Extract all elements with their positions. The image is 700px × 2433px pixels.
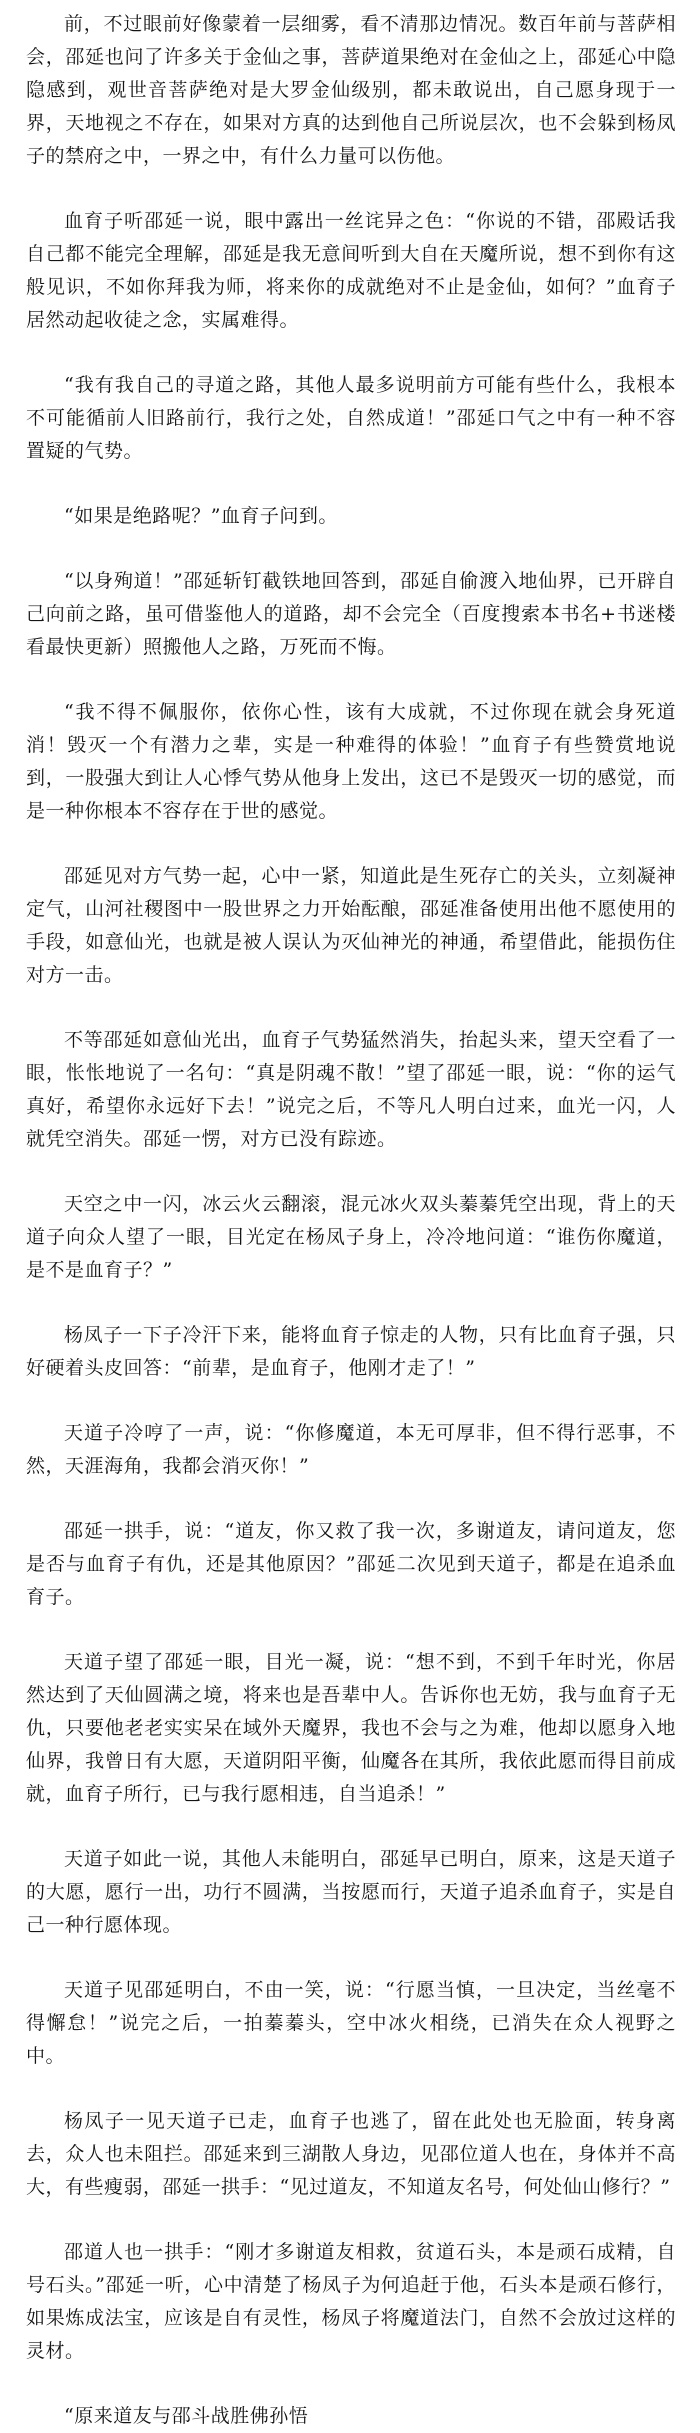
paragraph-10: 杨凤子一下子冷汗下来，能将血育子惊走的人物，只有比血育子强，只好硬着头皮回答：“前辈，是血育子，他刚才走了！” [26, 1324, 676, 1379]
paragraph-5: “以身殉道！”邵延斩钉截铁地回答到，邵延自偷渡入地仙界，已开辟自己向前之路，虽可借鉴他人的道路，却不会完全（百度搜索本书名+书迷楼 看最快更新）照搬他人之路，万死而不悔。 [26, 570, 676, 658]
paragraph-8: 不等邵延如意仙光出，血育子气势猛然消失，抬起头来，望天空看了一眼，怅怅地说了一名句：“真是阴魂不散！”望了邵延一眼，说：“你的运气真好，希望你永远好下去！”说完之后，不等凡人明白过来，血光一闪，人就凭空消失。邵延一愣，对方已没有踪迹。 [26, 1029, 676, 1150]
paragraph-13: 天道子望了邵延一眼，目光一凝，说：“想不到，不到千年时光，你居然达到了天仙圆满之境，将来也是吾辈中人。告诉你也无妨，我与血育子无仇，只要他老老实实呆在域外天魔界，我也不会与之为难，他却以愿身入地仙界，我曾日有大愿，天道阴阳平衡，仙魔各在其所，我依此愿而得目前成就，血育子所行，已与我行愿相违，自当追杀！” [26, 1651, 676, 1805]
paragraph-9: 天空之中一闪，冰云火云翻滚，混元冰火双头蓁蓁凭空出现，背上的天道子向众人望了一眼，目光定在杨凤子身上，冷冷地问道：“谁伤你魔道，是不是血育子？” [26, 1193, 676, 1281]
paragraph-7: 邵延见对方气势一起，心中一紧，知道此是生死存亡的关头，立刻凝神定气，山河社稷图中一股世界之力开始酝酿，邵延准备使用出他不愿使用的手段，如意仙光，也就是被人误认为灭仙神光的神通，希望借此，能损伤住对方一击。 [26, 865, 676, 986]
paragraph-2: 血育子听邵延一说，眼中露出一丝诧异之色：“你说的不错，邵殿话我自己都不能完全理解，邵延是我无意间听到大自在天魔所说，想不到你有这般见识，不如你拜我为师，将来你的成就绝对不止是金仙，如何？”血育子居然动起收徒之念，实属难得。 [26, 210, 676, 331]
paragraph-6: “我不得不佩服你，依你心性，该有大成就，不过你现在就会身死道消！毁灭一个有潜力之辈，实是一种难得的体验！”血育子有些赞赏地说到，一股强大到让人心悸气势从他身上发出，这已不是毁灭一切的感觉，而是一种你根本不容存在于世的感觉。 [26, 701, 676, 822]
paragraph-17: 邵道人也一拱手：“刚才多谢道友相救，贫道石头，本是顽石成精，自号石头。”邵延一听，心中清楚了杨凤子为何追赶于他，石头本是顽石修行，如果炼成法宝，应该是自有灵性，杨凤子将魔道法门，自然不会放过这样的灵材。 [26, 2241, 676, 2362]
paragraph-12: 邵延一拱手，说：“道友，你又救了我一次，多谢道友，请问道友，您是否与血育子有仇，还是其他原因？”邵延二次见到天道子，都是在追杀血育子。 [26, 1520, 676, 1608]
paragraph-14: 天道子如此一说，其他人未能明白，邵延早已明白，原来，这是天道子的大愿，愿行一出，功行不圆满，当按愿而行，天道子追杀血育子，实是自己一种行愿体现。 [26, 1848, 676, 1936]
paragraph-15: 天道子见邵延明白，不由一笑，说：“行愿当慎，一旦决定，当丝毫不得懈怠！”说完之后，一拍蓁蓁头，空中冰火相绕，已消失在众人视野之中。 [26, 1979, 676, 2067]
paragraph-18: “原来道友与邵斗战胜佛孙悟 [64, 2405, 309, 2427]
paragraph-4: “如果是绝路呢？”血育子问到。 [64, 505, 338, 527]
paragraph-1: 前，不过眼前好像蒙着一层细雾，看不清那边情况。数百年前与菩萨相会，邵延也问了许多关于金仙之事，菩萨道果绝对在金仙之上，邵延心中隐隐感到，观世音菩萨绝对是大罗金仙级别，都未敢说出，自己愿身现于一界，天地视之不存在，如果对方真的达到他自己所说层次，也不会躲到杨凤子的禁府之中，一界之中，有什么力量可以伤他。 [26, 13, 676, 167]
paragraph-11: 天道子冷哼了一声，说：“你修魔道，本无可厚非，但不得行恶事，不然，天涯海角，我都会消灭你！” [26, 1422, 676, 1477]
paragraph-16: 杨凤子一见天道子已走，血育子也逃了，留在此处也无脸面，转身离去，众人也未阻拦。邵延来到三湖散人身边，见邵位道人也在，身体并不高大，有些瘦弱，邵延一拱手：“见过道友，不知道友名号，何处仙山修行？” [26, 2110, 676, 2198]
paragraph-3: “我有我自己的寻道之路，其他人最多说明前方可能有些什么，我根本不可能循前人旧路前行，我行之处，自然成道！”邵延口气之中有一种不容置疑的气势。 [26, 374, 676, 462]
